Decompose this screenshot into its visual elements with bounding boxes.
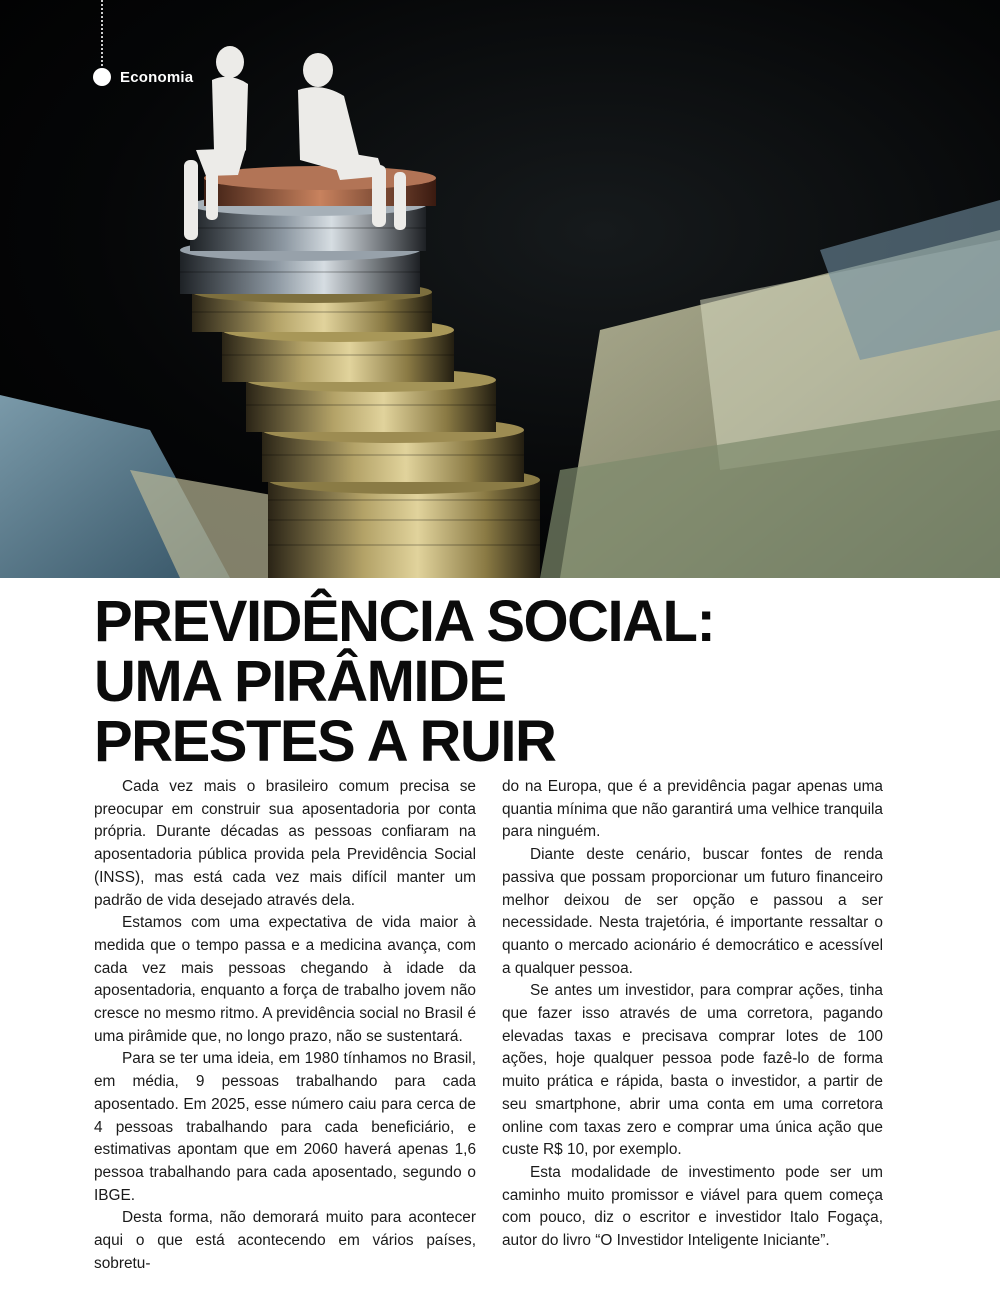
- article-headline: [94, 589, 715, 774]
- article-paragraph: Cada vez mais o brasileiro comum precisa se preocupar em construir sua aposentadoria por conta própria. Durante décadas as pessoas confiaram na aposentadoria pública provida pela Previdência Social (INSS), mas está cada vez mais difícil manter um padrão de vida desejado através dela.: [94, 778, 476, 909]
- section-dotted-line: [101, 0, 103, 66]
- headline-line: PREVIDÊNCIA SOCIAL:: [94, 589, 715, 654]
- headline-line: PRESTES A RUIR: [94, 709, 556, 774]
- article-paragraph: do na Europa, que é a previdência pagar apenas uma quantia mínima que não garantirá uma velhice tranquila para ninguém.: [502, 778, 883, 841]
- section-bullet-icon: [93, 68, 111, 86]
- article-column-right: [502, 776, 883, 1253]
- article-column-left: [94, 776, 476, 1275]
- article-paragraph: Para se ter uma ideia, em 1980 tínhamos no Brasil, em média, 9 pessoas trabalhando para cada aposentado. Em 2025, esse número caiu para cerca de 4 pessoas trabalhando para cada beneficiário, e estimativas apontam que em 2060 haverá apenas 1,6 pessoa trabalhando para cada aposentado, segundo o IBGE.: [94, 1050, 476, 1204]
- hero-photo: [0, 0, 1000, 578]
- article-paragraph: Diante deste cenário, buscar fontes de renda passiva que possam proporcionar um futuro financeiro melhor deixou de ser opção e passou a ser necessidade. Nesta trajetória, é importante ressaltar o quanto o mercado acionário é democrático e acessível a qualquer pessoa.: [502, 846, 883, 977]
- article-paragraph: Esta modalidade de investimento pode ser um caminho muito promissor e viável para quem começa com pouco, diz o escritor e investidor Italo Fogaça, autor do livro “O Investidor Inteligente Iniciante”.: [502, 1163, 883, 1250]
- article-paragraph: Estamos com uma expectativa de vida maior à medida que o tempo passa e a medicina avança, com cada vez mais pessoas chegando à idade da aposentadoria, enquanto a força de trabalho jovem não cresce no mesmo ritmo. A previdência social no Brasil é uma pirâmide que, no longo prazo, não se sustentará.: [94, 914, 476, 1045]
- headline-line: UMA PIRÂMIDE: [94, 649, 506, 714]
- article-paragraph: Se antes um investidor, para comprar ações, tinha que fazer isso através de uma corretora, pagando elevadas taxas e precisava comprar lotes de 100 ações, hoje qualquer pessoa pode fazê-lo de forma muito prática e rápida, basta o investidor, a partir de seu smartphone, abrir uma conta em uma corretora online com taxas zero e comprar uma única ação que custe R$ 10, por exemplo.: [502, 982, 883, 1159]
- section-label: Economia: [120, 69, 194, 86]
- article-paragraph: Desta forma, não demorará muito para acontecer aqui o que está acontecendo em vários países, sobretu-: [94, 1209, 476, 1272]
